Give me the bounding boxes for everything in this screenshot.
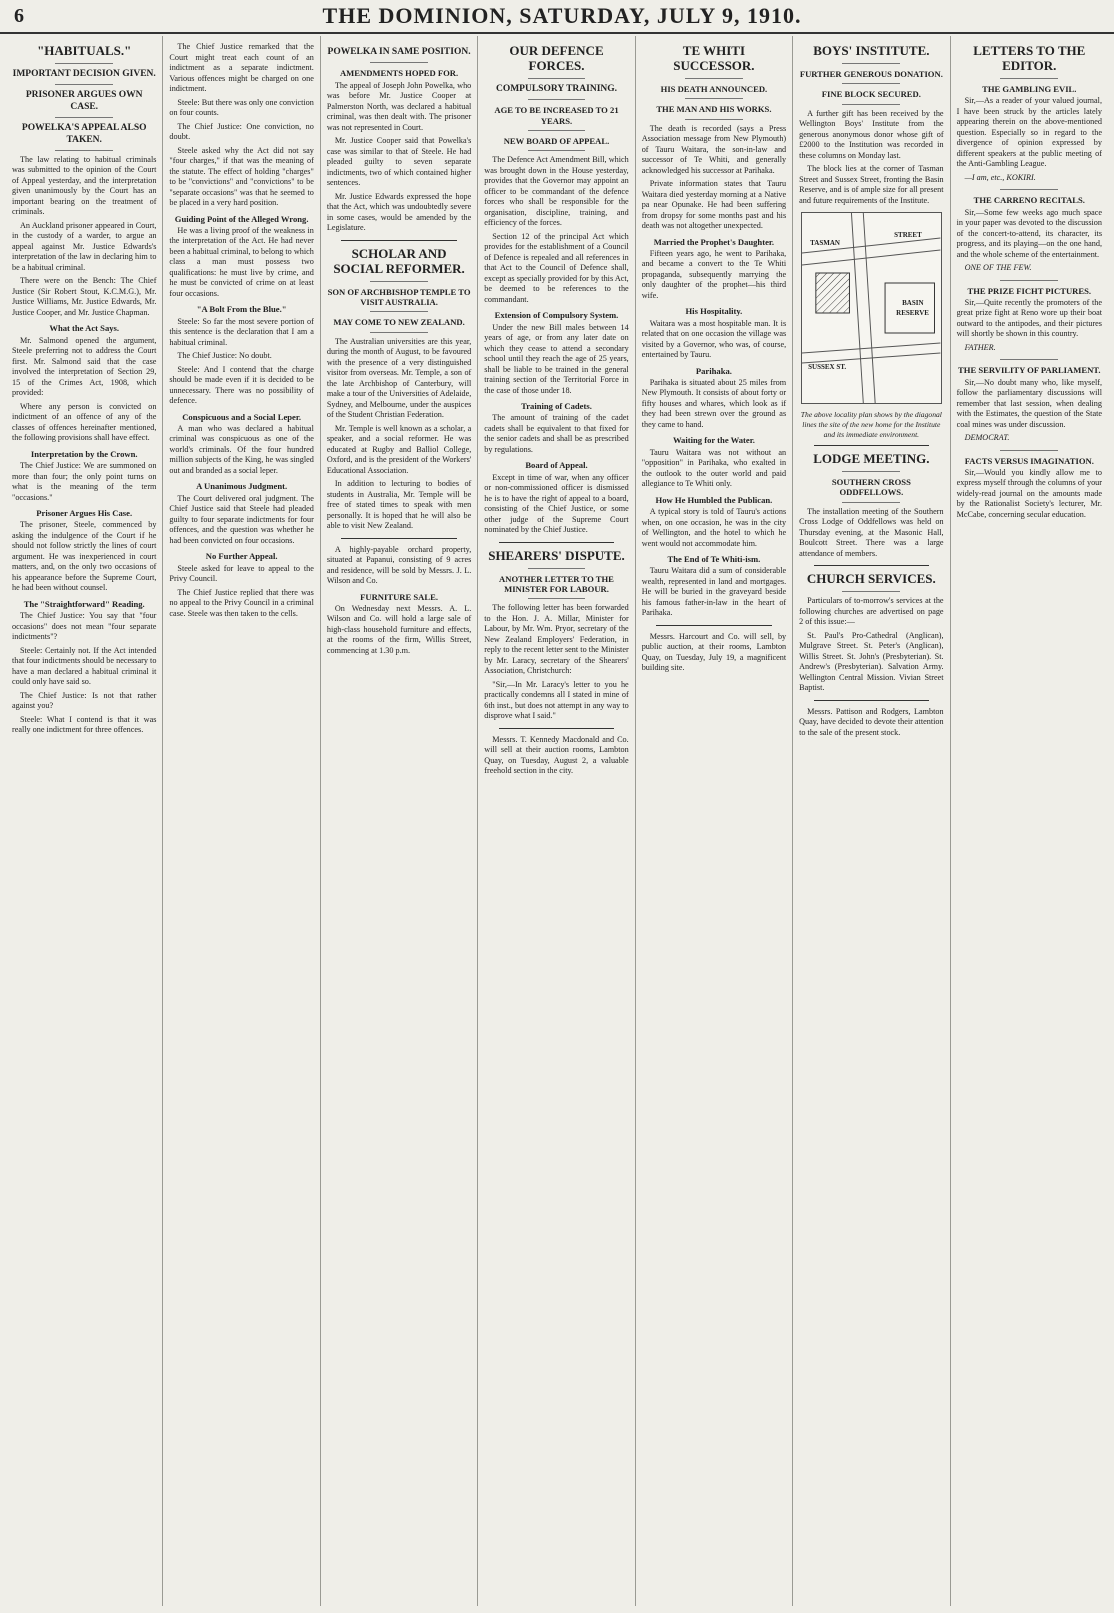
divider xyxy=(842,83,900,84)
locality-map xyxy=(801,212,941,404)
section-heading: What the Act Says. xyxy=(49,323,120,334)
paragraph: Mr. Justice Cooper said that Powelka's case was similar to that of Steele. He had pleaded guilty to seven separate indictments, two of which contained higher sentences. xyxy=(326,136,472,188)
divider xyxy=(341,538,457,539)
paragraph: There were on the Bench: The Chief Justice (Sir Robert Stout, K.C.M.G.), Mr. Justice Williams, Mr. Justice Edwards, Mr. Justice Cooper, and Mr. Justice Chapman. xyxy=(12,276,157,317)
column-2 xyxy=(163,36,320,1606)
divider xyxy=(842,471,900,472)
section-heading: FURNITURE SALE. xyxy=(360,591,438,602)
section-heading: Parihaka. xyxy=(695,365,732,376)
subheadline: FINE BLOCK SECURED. xyxy=(821,89,921,100)
paragraph: Steele: Certainly not. If the Act intended that four indictments should be necessary to have a man declared a habitual criminal it could only have said so. xyxy=(12,645,157,687)
divider xyxy=(499,728,615,729)
paragraph: Sir,—As a reader of your valued journal, I have been struck by the articles lately appearing therein on the above-mentioned question. Especially so in regard to the divergence of opinion expressed by different speakers at the public meeting of the Anti-Gambling League. xyxy=(956,96,1102,169)
subheadline: FURTHER GENEROUS DONATION. xyxy=(799,68,943,79)
column-4 xyxy=(478,36,635,1606)
column-1 xyxy=(6,36,163,1606)
paragraph: The Court delivered oral judgment. The Chief Justice said that Steele had pleaded guilty to four separate indictments for four offences, and the question was whether he had been convicted on four occasions. xyxy=(169,493,314,545)
paragraph: The Chief Justice: We are summoned on more than four; the only point turns on what is the meaning of the term "occasions." xyxy=(12,461,157,502)
section-heading: Married the Prophet's Daughter. xyxy=(653,236,775,247)
paragraph: Tauru Waitara did a sum of considerable wealth, represented in land and mortgages. He will be buried in the graveyard beside his famous father-in-law in the heart of Parihaka. xyxy=(641,566,787,618)
subheadline: THE GAMBLING EVIL. xyxy=(982,83,1077,94)
headline-powelka: POWELKA IN SAME POSITION. xyxy=(327,47,471,57)
paragraph: The block lies at the corner of Tasman Street and Sussex Street, fronting the Basin Reserve, and is of ample size for all present and future requirements of the Institute. xyxy=(799,164,944,205)
paragraph: Where any person is convicted on indictment of an offence of any of the classes of offences hereinafter mentioned, the following provisions shall have effect. xyxy=(12,401,157,443)
map-label: RESERVE xyxy=(896,309,929,318)
signature: FATHER. xyxy=(964,342,996,352)
map-caption: The above locality plan shows by the diagonal lines the site of the new home for the Institute and its immediate environment. xyxy=(800,410,942,439)
paragraph: Private information states that Tauru Waitara died yesterday morning at a Native pa near Opunake. He had been suffering from dropsy for some months past and his death was not altogether unexpected. xyxy=(641,179,787,230)
divider xyxy=(499,542,615,543)
divider xyxy=(685,119,743,120)
paragraph: A typical story is told of Tauru's actions when, on one occasion, he was in the city of Wellington, and the hotel to which he went would not accommodate him. xyxy=(641,507,787,548)
divider xyxy=(370,281,428,282)
subheadline: SOUTHERN CROSS ODDFELLOWS. xyxy=(831,477,911,498)
page-number: 6 xyxy=(14,4,24,27)
paragraph: He was a living proof of the weakness in the interpretation of the Act. He had never been a habitual criminal, to belong to which class a man must possess two qualifications: he must live by crime, and he must be convicted of crime on at least four occasions. xyxy=(169,225,314,298)
paragraph: A further gift has been received by the Wellington Boys' Institute from the generous anonymous donor whose gift of £2000 to the Institution was recorded in these columns on Monday last. xyxy=(799,108,944,160)
paragraph: Messrs. Pattison and Rodgers, Lambton Quay, have decided to devote their attention to the sale of the present stock. xyxy=(799,706,944,737)
signature: —I am, etc., KOKIRI. xyxy=(964,172,1036,182)
divider xyxy=(842,591,900,592)
paragraph: Sir,—Some few weeks ago much space in your paper was devoted to the discussion of the concert-to-attend, its character, its progress, and its playing—on the one hand, and the whole scheme of the entertainment. xyxy=(956,207,1102,259)
map-label: STREET xyxy=(894,231,922,240)
section-heading: The End of Te Whiti-ism. xyxy=(667,554,761,565)
section-heading: His Hospitality. xyxy=(685,306,743,317)
subheadline: NEW BOARD OF APPEAL. xyxy=(503,135,610,146)
signature: DEMOCRAT. xyxy=(964,433,1010,443)
paragraph: Steele: So far the most severe portion of this sentence is the declaration that I am a habitual criminal. xyxy=(169,316,314,347)
divider xyxy=(814,700,930,701)
paragraph: Sir,—Quite recently the promoters of the great prize fight at Reno wore up their boat outward to the antipodes, and their pictures will shortly be shown in this country. xyxy=(956,297,1102,339)
section-heading: The "Straightforward" Reading. xyxy=(23,598,145,609)
paragraph: Particulars of to-morrow's services at the following churches are advertised on page 2 of this issue:— xyxy=(799,596,944,627)
paragraph: Except in time of war, when any officer or non-commissioned officer is dismissed he is to have the right of appeal to a board, consisting of the Chief Justice, or some other judge of the Supreme Court nominated by the Chief Justice. xyxy=(484,472,629,535)
divider xyxy=(1000,280,1058,281)
section-heading: A Unanimous Judgment. xyxy=(196,481,288,492)
section-heading: Conspicuous and a Social Leper. xyxy=(182,411,302,422)
paragraph: An Auckland prisoner appeared in Court, in the custody of a warder, to argue an appeal against Mr. Justice Edwards's interpretation of the law in declaring him to be a habitual criminal. xyxy=(12,220,157,272)
subheadline: COMPULSORY TRAINING. xyxy=(495,83,618,94)
paragraph: Steele: What I contend is that it was really one indictment for three offences. xyxy=(12,714,157,735)
headline-te-whiti: TE WHITI SUCCESSOR. xyxy=(673,43,755,73)
subheadline: PRISONER ARGUES OWN CASE. xyxy=(25,90,143,112)
paragraph: The Australian universities are this year, during the month of August, to be favoured with the presence of a very distinguished visitor from overseas. Mr. Temple, a son of the late Archbishop of Canterbury, will make a tour of the Universities of Adelaide, Sydney, and Melbourne, under the auspices of the Student Christian Federation. xyxy=(326,336,472,420)
subheadline: THE MAN AND HIS WORKS. xyxy=(656,104,772,115)
subheadline: THE SERVILITY OF PARLIAMENT. xyxy=(958,365,1101,376)
divider xyxy=(55,117,113,118)
paragraph: The amount of training of the cadet cadets shall be equivalent to that fixed for the senior cadets and shall be as prescribed by regulations. xyxy=(484,413,629,454)
column-6 xyxy=(793,36,950,1606)
paragraph: Sir,—Would you kindly allow me to express myself through the columns of your widely-read journal on the amounts made by the Rationalist Society's lecturer, Mr. McCabe, concerning secular education. xyxy=(956,467,1102,519)
divider xyxy=(814,445,930,446)
paragraph: The law relating to habitual criminals was submitted to the opinion of the Court of Appeal yesterday, and the interpretation given unanimously by the Court has an important bearing on the treatment of criminals. xyxy=(12,154,157,217)
divider xyxy=(685,98,743,99)
paragraph: Under the new Bill males between 14 years of age, or from any later date on which they cease to attend a secondary school until they reach the age of 25 years, shall be liable to be trained in the general training section of the Territorial Force in the case of those under 18. xyxy=(484,322,629,395)
divider xyxy=(55,63,113,64)
subheadline: POWELKA'S APPEAL ALSO TAKEN. xyxy=(21,123,147,145)
paragraph: Waitara was a most hospitable man. It is related that on one occasion the village was visited by a Governor, who was, of course, entertained by Tauru. xyxy=(641,318,787,360)
paragraph: Section 12 of the principal Act which provides for the establishment of a Council of Defence is repealed and all references in that Act to the Council of Defence shall, except as specially provided for by this Act, be deemed to be references to the commandant. xyxy=(484,231,629,304)
paragraph: The prisoner, Steele, commenced by asking the indulgence of the Court if he should not follow strictly the lines of court argument. He was inexperienced in court matters, and, on the only two occasions of his appearance before the Supreme Court, he had been without counsel. xyxy=(12,520,157,593)
paragraph: Mr. Salmond opened the argument, Steele preferring not to address the Court first. Mr. Salmond said that the case involved the interpretation of Section 29, 15 of the Crimes Act, 1908, which provided: xyxy=(12,335,157,398)
divider xyxy=(528,568,586,569)
subheadline: THE PRIZE FICHT PICTURES. xyxy=(967,285,1092,296)
divider xyxy=(528,78,586,79)
subheadline: ANOTHER LETTER TO THE MINISTER FOR LABOUR. xyxy=(499,573,614,594)
signature: ONE OF THE FEW. xyxy=(964,263,1032,272)
divider xyxy=(341,240,457,241)
divider xyxy=(685,78,743,79)
paragraph: The installation meeting of the Southern Cross Lodge of Oddfellows was held on Thursday evening, at the Masonic Hall, Boulcott Street. There was a large attendance of members. xyxy=(799,506,944,558)
paragraph: The death is recorded (says a Press Association message from New Plymouth) of Tauru Waitara, the son-in-law and successor of Te Whiti, and generally acknowledged his successor at Parihaka. xyxy=(641,123,787,175)
divider xyxy=(55,150,113,151)
paragraph: The Chief Justice: One conviction, no doubt. xyxy=(169,121,314,141)
headline-lodge: LODGE MEETING. xyxy=(813,451,930,467)
map-label: BASIN xyxy=(902,299,924,308)
divider xyxy=(55,84,113,85)
newspaper-columns xyxy=(6,36,1108,1606)
divider xyxy=(656,625,772,626)
paragraph: Messrs. Harcourt and Co. will sell, by public auction, at their rooms, Lambton Quay, on Tuesday, July 19, a magnificent building site. xyxy=(641,631,787,673)
section-heading: Board of Appeal. xyxy=(525,460,588,471)
section-heading: "A Bolt From the Blue." xyxy=(196,304,287,315)
divider xyxy=(1000,359,1058,360)
paragraph: "Sir,—In Mr. Laracy's letter to you he practically condemns all I stated in mine of 6th inst., but does not attempt in any way to disprove what I said." xyxy=(484,679,629,721)
paragraph: Steele asked for leave to appeal to the Privy Council. xyxy=(169,563,314,584)
subheadline: THE CARRENO RECITALS. xyxy=(973,195,1085,206)
divider xyxy=(1000,78,1058,79)
divider xyxy=(528,130,586,131)
headline-letters: LETTERS TO THE EDITOR. xyxy=(973,43,1086,73)
subheadline: AGE TO BE INCREASED TO 21 YEARS. xyxy=(494,105,619,126)
paragraph: Sir,—No doubt many who, like myself, follow the parliamentary discussions will remember that last session, when dealing with the Estimates, the question of the State coal mines was under discussion. xyxy=(956,377,1102,429)
divider xyxy=(528,150,586,151)
paragraph: In addition to lecturing to bodies of students in Australia, Mr. Temple will be free of stated times to speak with men personally. It is hoped that he will also be able to visit New Zealand. xyxy=(326,479,472,531)
headline-boys-institute: BOYS' INSTITUTE. xyxy=(813,43,930,58)
divider xyxy=(370,62,428,63)
subheadline: SON OF ARCHBISHOP TEMPLE TO VISIT AUSTRALIA. xyxy=(327,286,471,307)
divider xyxy=(842,104,900,105)
divider xyxy=(528,598,586,599)
paragraph: Fifteen years ago, he went to Parihaka, and became a convert to the Te Whiti propaganda, subsequently marrying the only daughter of the prophet—his third wife. xyxy=(641,248,787,300)
column-3 xyxy=(321,36,478,1606)
newspaper-title: THE DOMINION, SATURDAY, JULY 9, 1910. xyxy=(322,3,802,28)
masthead xyxy=(0,0,1114,34)
map-label: SUSSEX ST. xyxy=(808,363,847,372)
column-5 xyxy=(636,36,793,1606)
paragraph: A man who was declared a habitual criminal was conspicuous as one of the world's criminals. Of the four hundred million subjects of the King, he was singled out and branded as a social leper. xyxy=(169,423,314,475)
section-heading: No Further Appeal. xyxy=(205,551,278,562)
section-heading: Waiting for the Water. xyxy=(672,435,755,446)
subheadline: IMPORTANT DECISION GIVEN. xyxy=(12,68,156,79)
paragraph: The appeal of Joseph John Powelka, who was before Mr. Justice Cooper at Palmerston North, was declared a habitual criminal, was then dealt with. The prisoner was not represented in Court. xyxy=(326,80,472,132)
paragraph: The Defence Act Amendment Bill, which was brought down in the House yesterday, provides that the Governor may appoint an officer to be commandant of the defence forces who shall be responsible for the organisation, discipline, training, and efficiency of the forces. xyxy=(484,155,629,228)
divider xyxy=(1000,189,1058,190)
paragraph: The Chief Justice: No doubt. xyxy=(177,351,272,361)
divider xyxy=(842,63,900,64)
divider xyxy=(528,99,586,100)
divider xyxy=(370,311,428,312)
section-heading: Training of Cadets. xyxy=(521,401,592,412)
paragraph: The Chief Justice remarked that the Court might treat each count of an indictment as a separate indictment. Various offences might be charged on one indictment. xyxy=(169,42,314,93)
paragraph: Steele: And I contend that the charge should be made even if it is decided to be unnecessary. There was no possibility of defence. xyxy=(169,364,314,406)
headline-defence: OUR DEFENCE FORCES. xyxy=(509,43,604,73)
paragraph: Steele: But there was only one conviction on four counts. xyxy=(169,97,314,117)
divider xyxy=(1000,450,1058,451)
subheadline: FACTS VERSUS IMAGINATION. xyxy=(964,455,1094,466)
paragraph: The Chief Justice replied that there was no appeal to the Privy Council in a criminal case. Steele was then taken to the cells. xyxy=(169,587,314,618)
paragraph: Parihaka is situated about 25 miles from New Plymouth. It consists of about forty or fifty houses and whares, which look as if they had been strewn over the ground as they came to hand. xyxy=(641,377,787,429)
section-heading: Interpretation by the Crown. xyxy=(30,448,138,459)
paragraph: Messrs. T. Kennedy Macdonald and Co. will sell at their auction rooms, Lambton Quay, on Tuesday, August 2, a valuable freehold section in the city. xyxy=(484,734,629,776)
map-label: TASMAN xyxy=(810,239,840,248)
paragraph: Steele asked why the Act did not say "four charges," if that was the meaning of the statute. The effect of holding "charges" to be "convictions" and "convictions" to be "separate occasions" was that he seemed to be placed in a very hard position. xyxy=(169,145,314,207)
divider xyxy=(370,332,428,333)
paragraph: Mr. Justice Edwards expressed the hope that the Act, which was undoubtedly severe in some cases, would be amended by the Legislature. xyxy=(326,191,472,233)
headline-scholar: SCHOLAR AND SOCIAL REFORMER. xyxy=(333,245,465,276)
column-7 xyxy=(951,36,1108,1606)
section-heading: Extension of Compulsory System. xyxy=(494,310,619,321)
section-heading: Guiding Point of the Alleged Wrong. xyxy=(174,213,309,224)
headline-church: CHURCH SERVICES. xyxy=(806,571,936,587)
headline-habituals: "HABITUALS." xyxy=(37,43,132,58)
paragraph: The Chief Justice: You say that "four occasions" does not mean "four separate indictments"? xyxy=(12,611,157,642)
subheadline: AMENDMENTS HOPED FOR. xyxy=(339,68,459,79)
paragraph: St. Paul's Pro-Cathedral (Anglican), Mulgrave Street. St. Peter's (Anglican), Willis Street. St. John's (Presbyterian). St. Andrew's (Presbyterian). Salvation Army. Wellington Central Mission. Vivian Street Baptist. xyxy=(799,630,944,693)
paragraph: The Chief Justice: Is not that rather against you? xyxy=(12,690,157,711)
paragraph: Tauru Waitara was not without an "opposition" in Parihaka, who exalted in the outlook to the outer world and paid allegiance to Te Whiti only. xyxy=(641,447,787,489)
paragraph: On Wednesday next Messrs. A. L. Wilson and Co. will hold a large sale of high-class household furniture and effects, at the rooms of the firm, Willis Street, commencing at 1.30 p.m. xyxy=(326,603,472,655)
paragraph: A highly-payable orchard property, situated at Papanui, consisting of 9 acres and residence, will be sold by Messrs. J. L. Wilson and Co. xyxy=(326,544,472,586)
paragraph: Mr. Temple is well known as a scholar, a speaker, and a social reformer. He was educated at Rugby and Balliol College, Oxford, and is the president of the Workers' Educational Association. xyxy=(326,423,472,475)
section-heading: How He Humbled the Publican. xyxy=(655,494,773,505)
divider xyxy=(842,502,900,503)
headline-shearers: SHEARERS' DISPUTE. xyxy=(488,547,625,563)
divider xyxy=(814,565,930,566)
paragraph: The following letter has been forwarded to the Hon. J. A. Millar, Minister for Labour, by Mr. Wm. Pryor, secretary of the New Zealand Employers' Federation, in reply to the recent letter sent to the Minister by Mr. Laracy, secretary of the Shearers' Association, Christchurch: xyxy=(484,603,629,676)
subheadline: MAY COME TO NEW ZEALAND. xyxy=(333,317,465,328)
subheadline: HIS DEATH ANNOUNCED. xyxy=(660,83,768,94)
section-heading: Prisoner Argues His Case. xyxy=(36,508,133,519)
